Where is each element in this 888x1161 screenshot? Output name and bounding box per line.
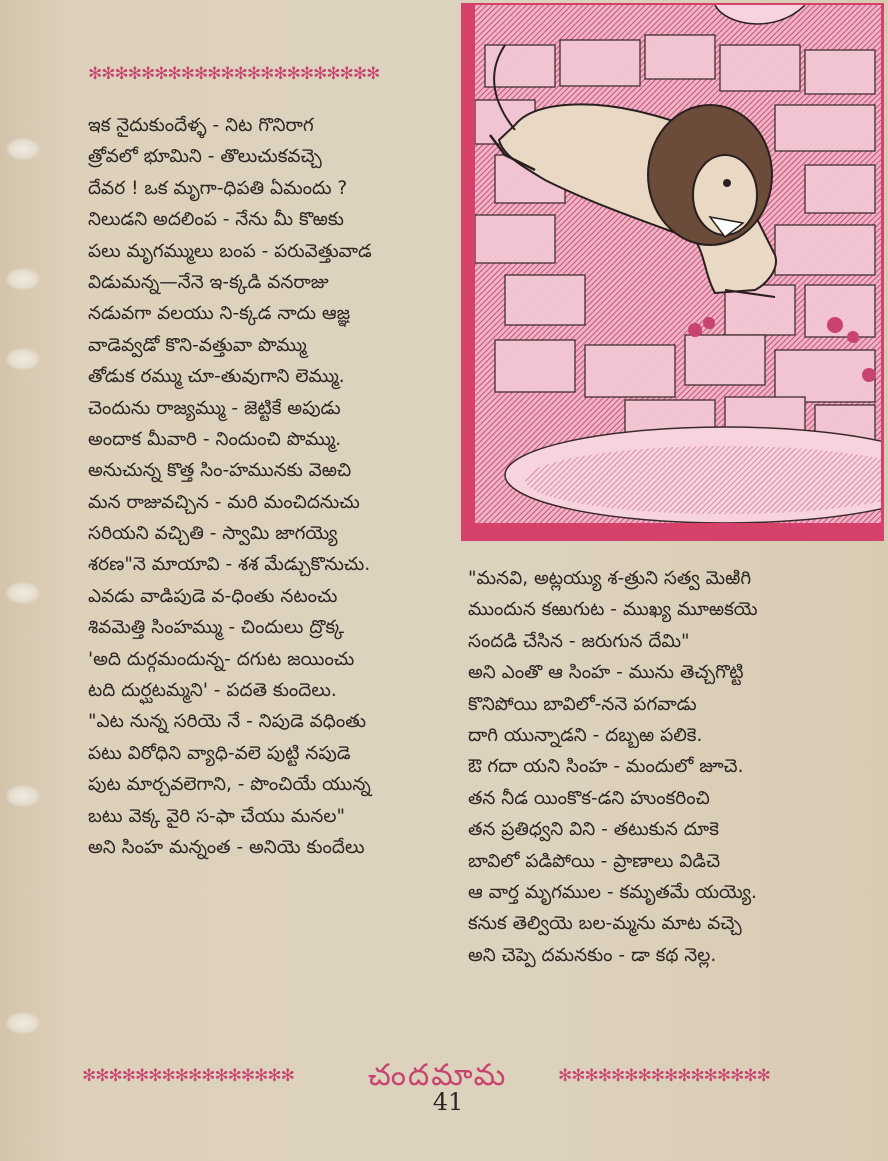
verse-line: ఆ వార్త మృగముల - కమృతమే యయ్యె.	[468, 881, 757, 903]
verse-line: శరణ"నె మాయావి - శశ మేడ్చుకొనుచు.	[88, 554, 371, 576]
verse-line: పలు మృగమ్ములు బంప - పరువెత్తువాడ	[88, 240, 372, 262]
verse-line: బావిలో పడిపోయి - ప్రాణాలు విడిచె	[468, 850, 721, 872]
right-verse-column	[468, 563, 758, 971]
verse-line: సరియని వచ్చితి - స్వామి జాగయ్యె	[88, 523, 338, 545]
verse-line: నిలుడని అదలింప - నేను మీ కొఱకు	[88, 209, 344, 231]
verse-line: టది దుర్ఘటమ్మని' - పదతె కుందెలు.	[88, 680, 337, 702]
verse-line: అందాక మీవారి - నిందుంచి పొమ్ము.	[88, 428, 342, 450]
star-border-ornament-icon: ✻✻✻✻✻✻✻✻✻✻✻✻✻✻✻✻	[558, 1066, 770, 1086]
top-ornament-border	[88, 64, 450, 84]
verse-line: దాగి యున్నాడని - దబ్బఱ పలికె.	[468, 724, 703, 746]
verse-line: పటు విరోధిని వ్యాధి-వలె పుట్టి నపుడె	[88, 742, 351, 764]
page-number: 41	[432, 1088, 464, 1116]
verse-line: ఔ గదా యని సింహ - మందులో జూచె.	[468, 756, 744, 778]
verse-line: విడుమన్న—నేనె ఇ-క్కడి వనరాజు	[88, 271, 329, 293]
footer-ornament-left	[82, 1066, 352, 1086]
verse-line: 'అది దుర్గమందున్న- దగుట జయించు	[88, 648, 355, 670]
verse-line: త్రోవలో భూమిని - తొలుచుకవచ్చె	[88, 146, 322, 168]
verse-line: తన ప్రతిధ్వని విని - తటుకున దూకె	[468, 819, 719, 841]
verse-line: కనుక తెల్వియె బల-మ్మను మాట వచ్చె	[468, 913, 742, 935]
verse-line: తోడుక రమ్ము చూ-తువుగాని లెమ్ము.	[88, 366, 345, 388]
verse-line: కొనిపోయి బావిలో-ననె పగవాడు	[468, 693, 697, 715]
lion-well-picture	[475, 5, 881, 523]
verse-line: అనుచున్న కొత్త సిం-హమునకు వెఱచి	[88, 460, 352, 482]
verse-line: నడువగా వలయు ని-క్కడ నాదు ఆజ్ఞ	[88, 303, 351, 325]
verse-line: అని చెప్పె దమనకుం - డా కథ నెల్ల.	[468, 944, 717, 966]
verse-line: "ఎట నున్న సరియె నే - నిపుడె వధింతు	[88, 711, 367, 733]
verse-line: శివమెత్తి సింహమ్ము - చిందులు ద్రొక్క	[88, 617, 345, 639]
verse-line: చెందును రాజ్యమ్ము - జెట్టికే అపుడు	[88, 397, 341, 419]
verse-line: అని సింహ మన్నంత - అనియె కుందేలు	[88, 836, 365, 858]
verse-line: మన రాజువచ్చిన - మరి మంచిదనుచు	[88, 491, 360, 513]
verse-line: అని ఎంతొ ఆ సింహ - మును తెచ్చగొట్టి	[468, 662, 744, 684]
verse-line: బటు వెక్క వైరి స-ఫా చేయు మనల"	[88, 805, 346, 827]
verse-line: సందడి చేసిన - జరుగున దేమి"	[468, 630, 690, 652]
lion-illustration	[461, 3, 884, 541]
verse-line: దేవర ! ఒక మృగా-ధిపతి ఏమందు ?	[88, 177, 348, 199]
star-border-ornament-icon: ✻✻✻✻✻✻✻✻✻✻✻✻✻✻✻✻✻✻✻✻✻✻	[88, 64, 380, 84]
verse-line: ఇక నైదుకుందేళ్ళ - నిట గొనిరాగ	[88, 115, 314, 136]
verse-line: వాడెవ్వడో కొని-వత్తువా పొమ్ము	[88, 334, 307, 356]
footer-ornament-right	[558, 1066, 836, 1086]
verse-line: "మనవి, అట్లయ్యు శ-త్రుని సత్వ మెఱిగి	[468, 568, 752, 589]
verse-line: తన నీడ యింకొక-డని హుంకరించి	[468, 787, 710, 809]
left-verse-column	[88, 110, 372, 863]
star-border-ornament-icon: ✻✻✻✻✻✻✻✻✻✻✻✻✻✻✻✻	[82, 1066, 294, 1086]
verse-line: ఎవడు వాడిపుడె వ-ధింతు నటంచు	[88, 585, 338, 607]
verse-line: పుట మార్చవలెగాని, - పొంచియే యున్న	[88, 774, 371, 796]
magazine-masthead: చందమామ	[368, 1058, 508, 1093]
verse-line: ముందున కఱుగుట - ముఖ్య మూఱకయె	[468, 599, 758, 621]
